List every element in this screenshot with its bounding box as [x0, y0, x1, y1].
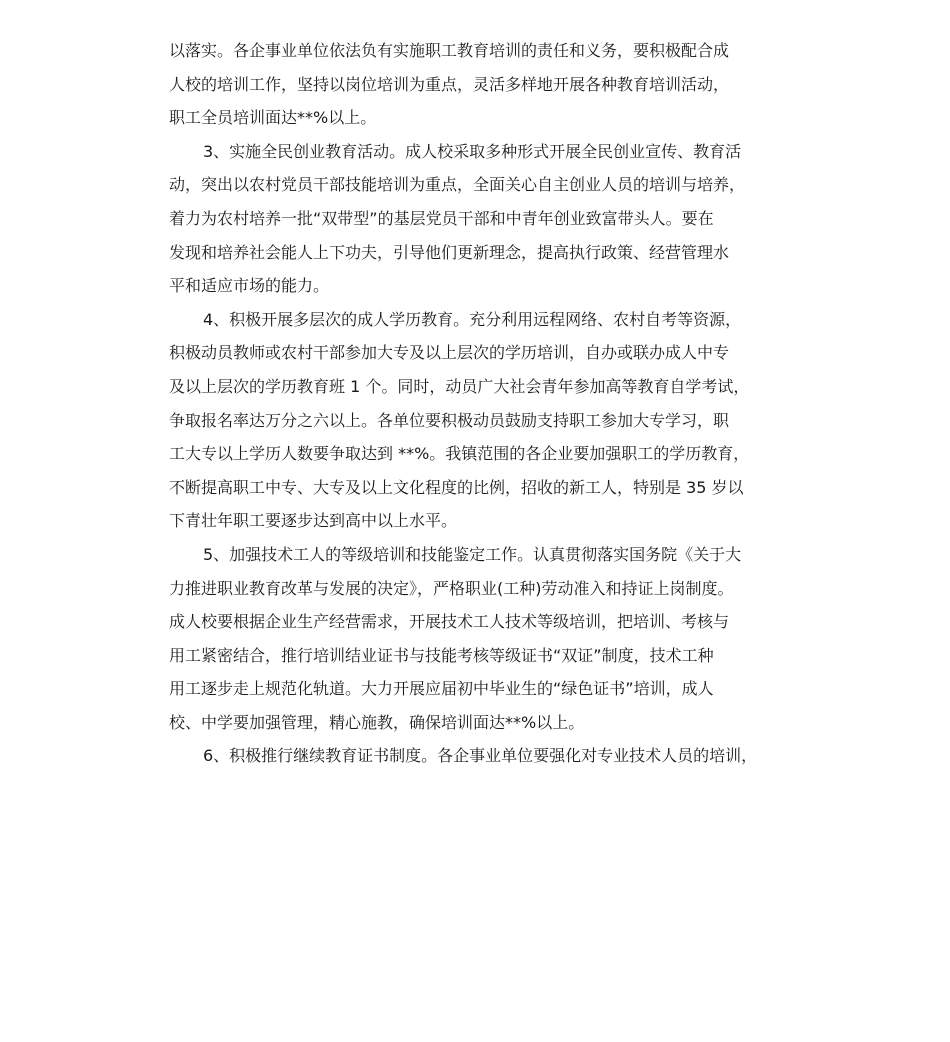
document-body — [169, 34, 809, 773]
text-line: 积极动员教师或农村干部参加大专及以上层次的学历培训，自办或联办成人中专 — [169, 343, 730, 363]
text-line: 以落实。各企事业单位依法负有实施职工教育培训的责任和义务，要积极配合成 — [169, 41, 730, 60]
paragraph-6-first-line: 6、积极推行继续教育证书制度。各企事业单位要强化对专业技术人员的培训， — [203, 746, 758, 766]
text-line: 发现和培养社会能人上下功夫，引导他们更新理念，提高执行政策、经营管理水 — [169, 242, 730, 262]
paragraph-4-first-line: 4、积极开展多层次的成人学历教育。充分利用远程网络、农村自考等资源， — [203, 309, 742, 329]
text-line: 下青壮年职工要逐步达到高中以上水平。 — [169, 511, 458, 531]
paragraph-3-first-line: 3、实施全民创业教育活动。成人校采取多种形式开展全民创业宣传、教育活 — [203, 141, 742, 161]
text-line: 校、中学要加强管理，精心施教，确保培训面达**%以上。 — [169, 712, 585, 732]
text-line: 力推进职业教育改革与发展的决定》，严格职业(工种)劳动准入和持证上岗制度。 — [169, 578, 734, 598]
text-line: 动，突出以农村党员干部技能培训为重点，全面关心自主创业人员的培训与培养， — [169, 175, 746, 195]
text-line: 用工逐步走上规范化轨道。大力开展应届初中毕业生的“绿色证书”培训，成人 — [169, 679, 714, 699]
text-line: 人校的培训工作，坚持以岗位培训为重点，灵活多样地开展各种教育培训活动， — [169, 74, 730, 94]
text-line: 工大专以上学历人数要争取达到 **%。我镇范围的各企业要加强职工的学历教育， — [169, 444, 750, 464]
text-line: 成人校要根据企业生产经营需求，开展技术工人技术等级培训，把培训、考核与 — [169, 612, 730, 632]
text-line: 用工紧密结合，推行培训结业证书与技能考核等级证书“双证”制度，技术工种 — [169, 645, 714, 665]
paragraph-5-first-line: 5、加强技术工人的等级培训和技能鉴定工作。认真贯彻落实国务院《关于大 — [203, 544, 742, 564]
text-line: 平和适应市场的能力。 — [169, 276, 330, 296]
text-line: 着力为农村培养一批“双带型”的基层党员干部和中青年创业致富带头人。要在 — [169, 208, 714, 228]
text-line: 争取报名率达万分之六以上。各单位要积极动员鼓励支持职工参加大专学习，职 — [169, 410, 730, 430]
text-line: 职工全员培训面达**%以上。 — [169, 108, 377, 128]
text-line: 不断提高职工中专、大专及以上文化程度的比例，招收的新工人，特别是 35 岁以 — [169, 477, 744, 497]
text-line: 及以上层次的学历教育班 1 个。同时，动员广大社会青年参加高等教育自学考试， — [169, 376, 750, 396]
